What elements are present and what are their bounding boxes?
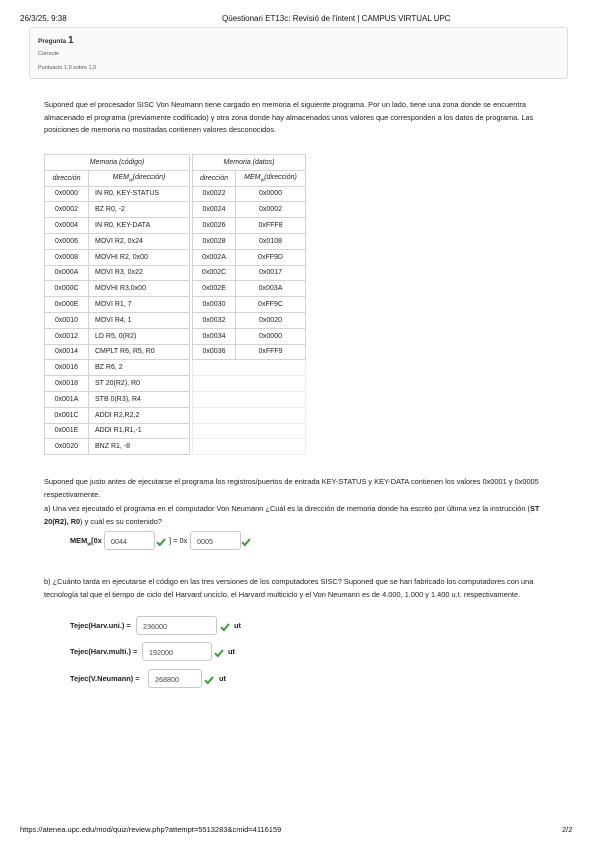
tejec-vneumann-label: Tejec(V.Neumann) = — [70, 674, 140, 683]
value-cell: MOVI R2, 0x24 — [89, 233, 190, 249]
code-table-row — [45, 281, 190, 297]
address-cell — [193, 360, 236, 376]
code-table-row — [45, 265, 190, 281]
unit-label: ut — [219, 674, 226, 683]
code-col-address: dirección — [45, 170, 89, 186]
code-table-title: Memoria (código) — [45, 155, 190, 171]
data-table-row — [193, 376, 306, 392]
address-cell: 0x0034 — [193, 328, 236, 344]
value-cell: MOVHI R2, 0x00 — [89, 249, 190, 265]
data-table-row — [193, 233, 306, 249]
check-icon — [156, 537, 166, 547]
value-cell: 0x0020 — [236, 312, 306, 328]
code-table-row — [45, 391, 190, 407]
code-table-row — [45, 297, 190, 313]
address-cell: 0x0022 — [193, 186, 236, 202]
value-cell: ST 20(R2), R0 — [89, 376, 190, 392]
question-info-box — [29, 27, 568, 79]
address-cell: 0x0000 — [45, 186, 89, 202]
data-table-row — [193, 186, 306, 202]
part-b-question: b) ¿Cuánto tarda en ejecutarse el código en las tres versiones de los computadores SISC? Suponed que se han fabricado los computadores con una tecnología tal que el tiempo de ciclo del Harvard unciclo, el Harvard multiciclo y el Von Neumann es de 4.000, 1.000 y 1.400 u.t. respectivamente. — [44, 577, 534, 599]
address-cell: 0x002C — [193, 265, 236, 281]
value-cell: BZ R0, -2 — [89, 202, 190, 218]
address-cell: 0x000C — [45, 281, 89, 297]
value-cell: ADDI R1,R1,-1 — [89, 423, 190, 439]
check-icon — [220, 622, 230, 632]
address-cell: 0x0030 — [193, 297, 236, 313]
page-title: Qüestionari ET13c: Revisió de l'intent | CAMPUS VIRTUAL UPC — [222, 14, 451, 23]
footer-url: https://atenea.upc.edu/mod/quiz/review.php?attempt=5513283&cmid=4116159 — [20, 825, 282, 834]
mem-equals-label: ] = 0x — [169, 536, 188, 545]
data-table-row — [193, 281, 306, 297]
address-cell — [193, 376, 236, 392]
code-table-row — [45, 407, 190, 423]
address-input[interactable]: 0044 — [104, 531, 155, 550]
mem-label: $MEM_w[0x$ — [70, 536, 102, 548]
code-table-row — [45, 186, 190, 202]
data-table-row — [193, 312, 306, 328]
data-table-row — [193, 391, 306, 407]
unit-label: ut — [234, 621, 241, 630]
code-table-row — [45, 376, 190, 392]
address-cell — [193, 407, 236, 423]
tejec-harv-uni-label: Tejec(Harv.uni.) = — [70, 621, 131, 630]
address-cell: 0x0016 — [45, 360, 89, 376]
address-cell: 0x0014 — [45, 344, 89, 360]
code-table-row — [45, 360, 190, 376]
value-cell: CMPLT R6, R5, R0 — [89, 344, 190, 360]
code-col-mem: $MEM_w(dirección)$ — [89, 170, 190, 186]
value-cell: IN R0, KEY-STATUS — [89, 186, 190, 202]
address-cell: 0x0006 — [45, 233, 89, 249]
value-cell: 0x0000 — [236, 328, 306, 344]
value-cell — [236, 439, 306, 455]
question-grade: Puntuació 1,0 sobre 1,0 — [38, 65, 97, 71]
value-cell: 0xFF9C — [236, 297, 306, 313]
address-cell: 0x0008 — [45, 249, 89, 265]
footer-page-number: 2/2 — [562, 825, 573, 834]
data-table-row — [193, 423, 306, 439]
value-cell: 0x0017 — [236, 265, 306, 281]
address-cell: 0x000E — [45, 297, 89, 313]
address-cell: 0x0012 — [45, 328, 89, 344]
value-cell: MOVI R3, 0x22 — [89, 265, 190, 281]
code-table-row — [45, 328, 190, 344]
value-cell: 0x0002 — [236, 202, 306, 218]
tejec-vneumann-input[interactable]: 268800 — [148, 669, 202, 688]
data-table-row — [193, 407, 306, 423]
code-table-row — [45, 439, 190, 455]
value-cell: BNZ R1, -8 — [89, 439, 190, 455]
code-memory-table — [44, 154, 190, 455]
tejec-harv-uni-input[interactable]: 236000 — [136, 616, 217, 635]
value-cell: MOVHI R3,0x00 — [89, 281, 190, 297]
data-memory-table — [192, 154, 306, 455]
check-icon — [204, 675, 214, 685]
value-cell: IN R0, KEY-DATA — [89, 218, 190, 234]
address-cell — [193, 439, 236, 455]
value-cell — [236, 391, 306, 407]
address-cell: 0x002A — [193, 249, 236, 265]
value-cell: ADDI R2,R2,2 — [89, 407, 190, 423]
address-cell: 0x001A — [45, 391, 89, 407]
value-cell — [236, 376, 306, 392]
code-table-row — [45, 249, 190, 265]
check-icon — [214, 648, 224, 658]
value-cell: BZ R6, 2 — [89, 360, 190, 376]
value-cell: 0xFF9D — [236, 249, 306, 265]
value-cell: 0x0000 — [236, 186, 306, 202]
address-cell: 0x0036 — [193, 344, 236, 360]
tejec-harv-multi-label: Tejec(Harv.multi.) = — [70, 647, 138, 656]
value-cell: STB 0(R3), R4 — [89, 391, 190, 407]
value-cell — [236, 360, 306, 376]
unit-label: ut — [228, 647, 235, 656]
address-cell: 0x0032 — [193, 312, 236, 328]
address-cell: 0x001E — [45, 423, 89, 439]
address-cell: 0x001C — [45, 407, 89, 423]
address-cell: 0x002E — [193, 281, 236, 297]
address-cell: 0x0020 — [45, 439, 89, 455]
value-cell: LD R5, 0(R2) — [89, 328, 190, 344]
data-table-row — [193, 202, 306, 218]
initial-state-text: Suponed que justo antes de ejecutarse el programa los registros/puertos de entrada KEY-STATUS y KEY-DATA contienen los valores 0x0001 y 0x0005 respectivamente. — [44, 477, 539, 499]
value-cell: 0xFFF9 — [236, 344, 306, 360]
value-cell: 0xFFF8 — [236, 218, 306, 234]
code-table-row — [45, 202, 190, 218]
check-icon — [241, 537, 251, 547]
address-cell — [193, 391, 236, 407]
content-input[interactable]: 0005 — [190, 531, 241, 550]
tejec-harv-multi-input[interactable]: 192000 — [142, 642, 212, 661]
question-state: Correcte — [38, 51, 60, 57]
address-cell: 0x0002 — [45, 202, 89, 218]
address-cell: 0x0018 — [45, 376, 89, 392]
print-date: 26/3/25, 9:38 — [20, 14, 67, 23]
address-cell: 0x0028 — [193, 233, 236, 249]
code-table-row — [45, 233, 190, 249]
data-table-row — [193, 265, 306, 281]
part-a-question: a) Una vez ejecutado el programa en el computador Von Neumann ¿Cuál es la dirección de memoria donde ha escrito por última vez la instrucción (ST 20(R2), R0) y cuál es su contenido? — [44, 504, 540, 526]
value-cell: 0x003A — [236, 281, 306, 297]
data-table-row — [193, 439, 306, 455]
question-number: Pregunta 1 — [38, 35, 74, 46]
code-table-row — [45, 218, 190, 234]
data-table-row — [193, 328, 306, 344]
code-table-row — [45, 344, 190, 360]
data-table-row — [193, 297, 306, 313]
data-col-address: dirección — [193, 170, 236, 186]
data-table-row — [193, 249, 306, 265]
code-table-row — [45, 423, 190, 439]
data-col-mem: $MEM_w(dirección)$ — [236, 170, 306, 186]
data-table-row — [193, 344, 306, 360]
value-cell: MOVI R4, 1 — [89, 312, 190, 328]
data-table-title: Memoria (datos) — [193, 155, 306, 171]
value-cell: MOVI R1, 7 — [89, 297, 190, 313]
data-table-row — [193, 218, 306, 234]
value-cell: 0x0108 — [236, 233, 306, 249]
value-cell — [236, 407, 306, 423]
address-cell: 0x0026 — [193, 218, 236, 234]
address-cell: 0x000A — [45, 265, 89, 281]
address-cell: 0x0004 — [45, 218, 89, 234]
data-table-row — [193, 360, 306, 376]
address-cell — [193, 423, 236, 439]
value-cell — [236, 423, 306, 439]
question-intro: Suponed que el procesador SISC Von Neumann tiene cargado en memoria el siguiente programa. Por un lado, tiene una zona donde se encuentra almacenado el programa (previamente codificado) y otra zona donde hay almacenados unos valores que corresponden a los datos de programa. Las posiciones de memoria no mostradas contienen valores desconocidos. — [44, 100, 534, 134]
address-cell: 0x0010 — [45, 312, 89, 328]
code-table-row — [45, 312, 190, 328]
address-cell: 0x0024 — [193, 202, 236, 218]
